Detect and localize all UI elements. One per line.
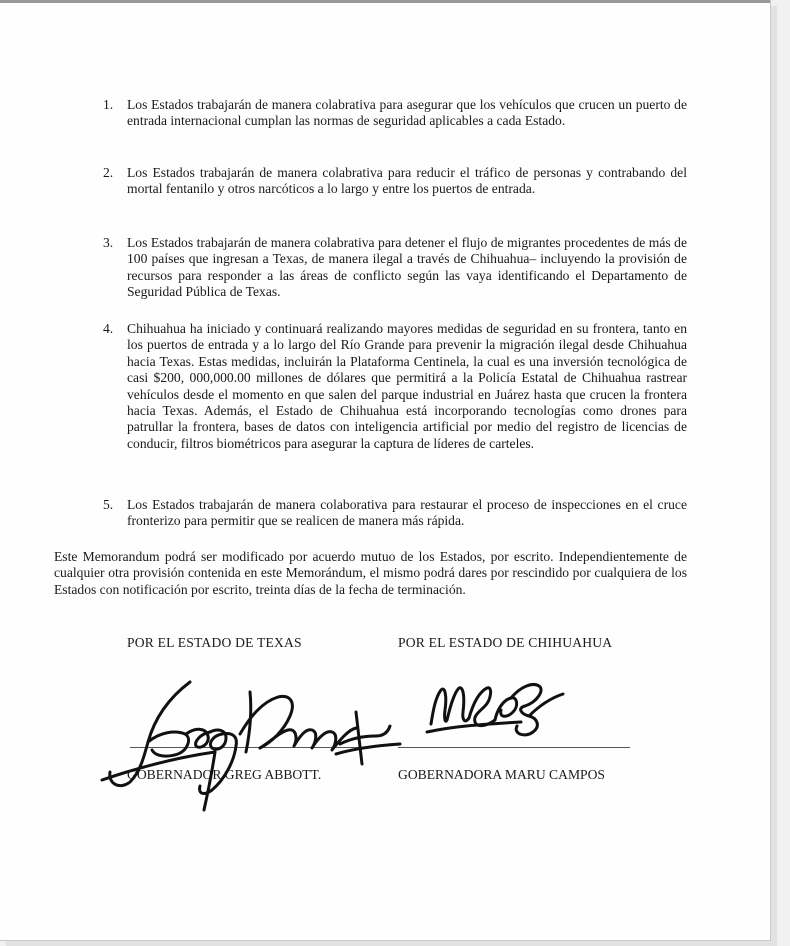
signer-name-left: GOBERNADOR GREG ABBOTT. xyxy=(127,767,322,782)
clause-text: Los Estados trabajarán de manera colabrativa para asegurar que los vehículos que crucen un puerto de entrada internacional cumplan las normas de seguridad aplicables a cada Estado. xyxy=(127,97,687,129)
scan-edge xyxy=(0,0,770,3)
clause-text: Chihuahua ha iniciado y continuará realizando mayores medidas de seguridad en su frontera, tanto en los puertos de entrada y a lo largo del Río Grande para prevenir la migración ilegal desde Chihuahua hacia Texas. Estas medidas, incluirán la Plataforma Centinela, la cual es una inversión tecnológica de casi $200, 000,000.00 millones de dólares que permitirá a la Policía Estatal de Chihuahua rastrear vehículos desde el momento en que salen del parque industrial en Juárez hasta que crucen la frontera hacia Texas. Además, el Estado de Chihuahua está incorporando tecnologías como drones para patrullar la frontera, bases de datos con inteligencia artificial por medio del registro de licencias de conducir, filtros biométricos para asegurar la captura de líderes de carteles. xyxy=(127,321,687,451)
clause-text: Los Estados trabajarán de manera colabrativa para detener el flujo de migrantes procedentes de más de 100 países que ingresan a Texas, de manera ilegal a través de Chihuahua– incluyendo la provisión de recursos para responder a las áreas de conflicto según las vaya identificando el Departamento de Seguridad Pública de Texas. xyxy=(127,235,687,300)
party-left: POR EL ESTADO DE TEXAS xyxy=(127,635,302,650)
clause-text: Los Estados trabajarán de manera colabrativa para reducir el tráfico de personas y contrabando del mortal fentanilo y otros narcóticos a lo largo y entre los puertos de entrada. xyxy=(127,165,687,197)
clause-4 xyxy=(103,321,687,452)
signer-name-right: GOBERNADORA MARU CAMPOS xyxy=(398,767,605,782)
clause-text: Los Estados trabajarán de manera colaborativa para restaurar el proceso de inspecciones en el cruce fronterizo para permitir que se realicen de manera más rápida. xyxy=(127,497,687,529)
signature-campos xyxy=(425,676,605,756)
clause-5 xyxy=(103,497,687,530)
clause-number: 1. xyxy=(103,97,114,112)
clause-number: 4. xyxy=(103,321,114,336)
clause-number: 5. xyxy=(103,497,114,512)
signature-abbott xyxy=(100,672,410,812)
party-right: POR EL ESTADO DE CHIHUAHUA xyxy=(398,635,613,650)
clause-number: 3. xyxy=(103,235,114,250)
ink-strokes xyxy=(427,685,563,735)
clause-number: 2. xyxy=(103,165,114,180)
clause-1 xyxy=(103,97,687,130)
ink-strokes xyxy=(102,682,400,810)
clause-2 xyxy=(103,165,687,198)
closing-paragraph: Este Memorandum podrá ser modificado por acuerdo mutuo de los Estados, por escrito. Independientemente de cualquier otra provisión contenida en este Memorándum, el mismo podrá dares por rescindido por cualquiera de los Estados con notificación por escrito, treinta días de la fecha de terminación. xyxy=(54,549,687,597)
clause-3 xyxy=(103,235,687,301)
